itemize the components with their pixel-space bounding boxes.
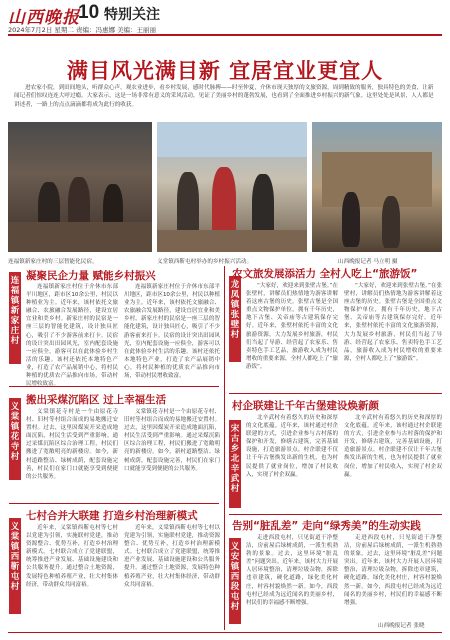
photo-rural-activity xyxy=(157,122,307,252)
article-body-xinjiazhuang: 连福镇新家庄村位于介休市东部平川地区，距市区10余公里，村民以种植业为主。近年来，该村依托文旅融合、农旅融合发展路径，建设宜居宜业和美乡村。新家庄村的民宿是一座三层的智能化建筑，设计独具匠心，吸引了不少游客前来打卡。民宿的设计突出田园风光，室内配套设施一应俱全，游客可以在此体验乡村生活的乐趣。该村还依托本地特色产业，打造了农产品展销中心，将村民种植的优质农产品推向市场，带动村民增收致富。 xyxy=(26,284,118,388)
photo-credit: 山西晚报记者 马立明 摄 xyxy=(338,259,398,265)
section-title-xijintun: 七村合并大联建 打造乡村治理新模式 xyxy=(26,510,198,522)
photo-caption-2: 义堂镇西靳屯村举办的乡村振兴活动。 xyxy=(157,259,253,265)
article-body-huasi: 义棠镇花寺村是一个由原花寺村、旧村等村组合而成的易地搬迁安置村。过去，这里因煤炭开采造成地面沉陷，村民生活受到严重影响。通过采煤沉陷区综合治理工程，村民们搬进了宽敞明亮的新楼房。如今，新村道路整洁、绿树成荫，配套设施完善，村民们在家门口就能享受到便捷的公共服务。 xyxy=(26,409,118,480)
section-label-zhangbi: 龙凤镇张壁村 xyxy=(229,276,241,362)
article-body-xijintun-cont: 近年来，义棠镇西靳屯村等七村以党建为引领，实施联村党建，推动资源整合、优势互补，打造乡村治理新模式。七村联合成立了党建联盟，统筹推进产业发展、基础设施建设和公共服务提升。通过整合土地资源，发展特色种植养殖产业，壮大村集体经济，带动群众共同富裕。 xyxy=(124,525,220,588)
lead-paragraph: 进农家小院，到田间地头，听群众心声，观农业进步，看乡村发展，感时代脉搏——时至仲夏，介休市现天独厚的文旅资源，周到精致的服务，独具特色的美食，让新闻记者们惊叹连连大呼过瘾。大家表示，这是一场非常有意义的采风活动，见证了美丽乡村的蓬勃发展，也看到了全面推进乡村振兴的新气象。这里处处是风景，人人都是讲述者，一路上的点点滴滴都将成为此行的收获。 xyxy=(14,85,434,108)
article-body-huasi-cont: 义棠镇花寺村是一个由原花寺村、旧村等村组合而成的易地搬迁安置村。过去，这里因煤炭开采造成地面沉陷，村民生活受到严重影响。通过采煤沉陷区综合治理工程，村民们搬进了宽敞明亮的新楼房。如今，新村道路整洁、绿树成荫，配套设施完善，村民们在家门口就能享受到便捷的公共服务。 xyxy=(124,409,220,472)
article-body-zhangbi-cont: “大家好，欢迎来到张壁古堡。”在张壁村，讲解员们热情地为游客讲解着这座古堡的历史。张壁古堡是全国重点文物保护单位，拥有千年历史，地下古堡、关帝庙等古建筑保存完好。近年来，张壁村依托丰富的文化旅游资源，大力发展乡村旅游，村民们当起了导游、经营起了农家乐、售卖特色手工艺品，旅游收入成为村民增收的重要来源，全村人都吃上了“旅游饭”。 xyxy=(344,283,442,362)
section-divider xyxy=(9,503,219,504)
footer-rule xyxy=(8,632,442,633)
photo-village-guesthouse xyxy=(8,122,152,252)
section-label-huasi: 义棠镇花寺村 xyxy=(9,398,21,480)
section-divider xyxy=(229,514,442,515)
page-headline: 满目风光满目新 宜居宜业更宜人 xyxy=(66,59,384,83)
section-title-huasi: 搬出采煤沉陷区 过上幸福生活 xyxy=(26,394,167,406)
section-title-beixinwu: 村企联建让千年古堡建设焕新颜 xyxy=(232,400,379,412)
article-body-beixinwu-cont: 北辛武村有着悠久的历史和深厚的文化底蕴。近年来，该村通过村企联建的方式，引进企业参与古村落的保护和开发，修缮古建筑，完善基础设施，打造旅游景点。村企联建不仅让千年古堡焕发出新的生机，也为村民提供了就业岗位，增加了村民收入，实现了村企双赢。 xyxy=(344,415,442,478)
masthead xyxy=(0,0,450,36)
header-rule xyxy=(8,34,442,36)
article-body-xiduantun: 走进西段屯村，只见街道干净整洁，房前屋后绿树成荫，一派生机勃勃的景象。过去，这里环境“脏乱差”问题突出。近年来，该村大力开展人居环境整治，清理垃圾杂物，拆除违章建筑，硬化道路，绿化美化村庄，村容村貌焕然一新。如今，西段屯村已经成为远近闻名的美丽乡村，村民们的幸福感不断增强。 xyxy=(246,535,338,606)
photo-ancient-village xyxy=(312,122,442,252)
section-title-xinjiazhuang: 凝聚民企力量 赋能乡村振兴 xyxy=(26,270,156,282)
section-divider xyxy=(9,386,219,387)
article-body-xijintun: 近年来，义棠镇西靳屯村等七村以党建为引领，实施联村党建，推动资源整合、优势互补，打造乡村治理新模式。七村联合成立了党建联盟，统筹推进产业发展、基础设施建设和公共服务提升。通过整合土地资源，发展特色种植养殖产业，壮大村集体经济，带动群众共同富裕。 xyxy=(26,525,118,588)
section-title: 特别关注 xyxy=(104,7,160,23)
section-label-beixinwu: 宋古乡北辛武村 xyxy=(229,420,241,508)
newspaper-logo: 山西晚报 xyxy=(8,8,80,28)
photo-caption-1: 连福镇新家庄村的三层智能化民宿。 xyxy=(8,259,98,265)
column-divider xyxy=(224,266,225,630)
section-label-xinjiazhuang: 连福镇新家庄村 xyxy=(9,272,21,364)
article-body-zhangbi: “大家好，欢迎来到张壁古堡。”在张壁村，讲解员们热情地为游客讲解着这座古堡的历史。张壁古堡是全国重点文物保护单位，拥有千年历史，地下古堡、关帝庙等古建筑保存完好。近年来，张壁村依托丰富的文化旅游资源，大力发展乡村旅游，村民们当起了导游、经营起了农家乐、售卖特色手工艺品，旅游收入成为村民增收的重要来源，全村人都吃上了“旅游饭”。 xyxy=(246,283,338,370)
section-title-xiduantun: 告别“脏乱差” 走向“绿秀美”的生动实践 xyxy=(232,520,421,532)
page-number: 10 xyxy=(78,2,100,23)
article-body-xinjiazhuang-cont: 连福镇新家庄村位于介休市东部平川地区，距市区10余公里，村民以种植业为主。近年来，该村依托文旅融合、农旅融合发展路径，建设宜居宜业和美乡村。新家庄村的民宿是一座三层的智能化建筑，设计独具匠心，吸引了不少游客前来打卡。民宿的设计突出田园风光，室内配套设施一应俱全，游客可以在此体验乡村生活的乐趣。该村还依托本地特色产业，打造了农产品展销中心，将村民种植的优质农产品推向市场，带动村民增收致富。 xyxy=(124,284,220,380)
section-divider xyxy=(229,393,442,394)
section-label-xiduantun: 义安镇西段屯村 xyxy=(229,538,241,624)
dateline: 2024年7月2日 星期二 责编：冯惠娜 美编：王丽丽 xyxy=(8,26,157,34)
article-body-xiduantun-cont: 走进西段屯村，只见街道干净整洁，房前屋后绿树成荫，一派生机勃勃的景象。过去，这里环境“脏乱差”问题突出。近年来，该村大力开展人居环境整治，清理垃圾杂物，拆除违章建筑，硬化道路，绿化美化村庄，村容村貌焕然一新。如今，西段屯村已经成为远近闻名的美丽乡村，村民们的幸福感不断增强。 xyxy=(344,535,442,606)
section-title-zhangbi: 农文旅发展添活力 全村人吃上“旅游饭” xyxy=(232,268,418,280)
section-label-xijintun: 义棠镇西靳屯村 xyxy=(9,518,21,614)
byline: 山西晚报记者 张晓 xyxy=(378,623,425,629)
article-body-beixinwu: 北辛武村有着悠久的历史和深厚的文化底蕴。近年来，该村通过村企联建的方式，引进企业参与古村落的保护和开发，修缮古建筑，完善基础设施，打造旅游景点。村企联建不仅让千年古堡焕发出新的生机，也为村民提供了就业岗位，增加了村民收入，实现了村企双赢。 xyxy=(246,415,338,478)
